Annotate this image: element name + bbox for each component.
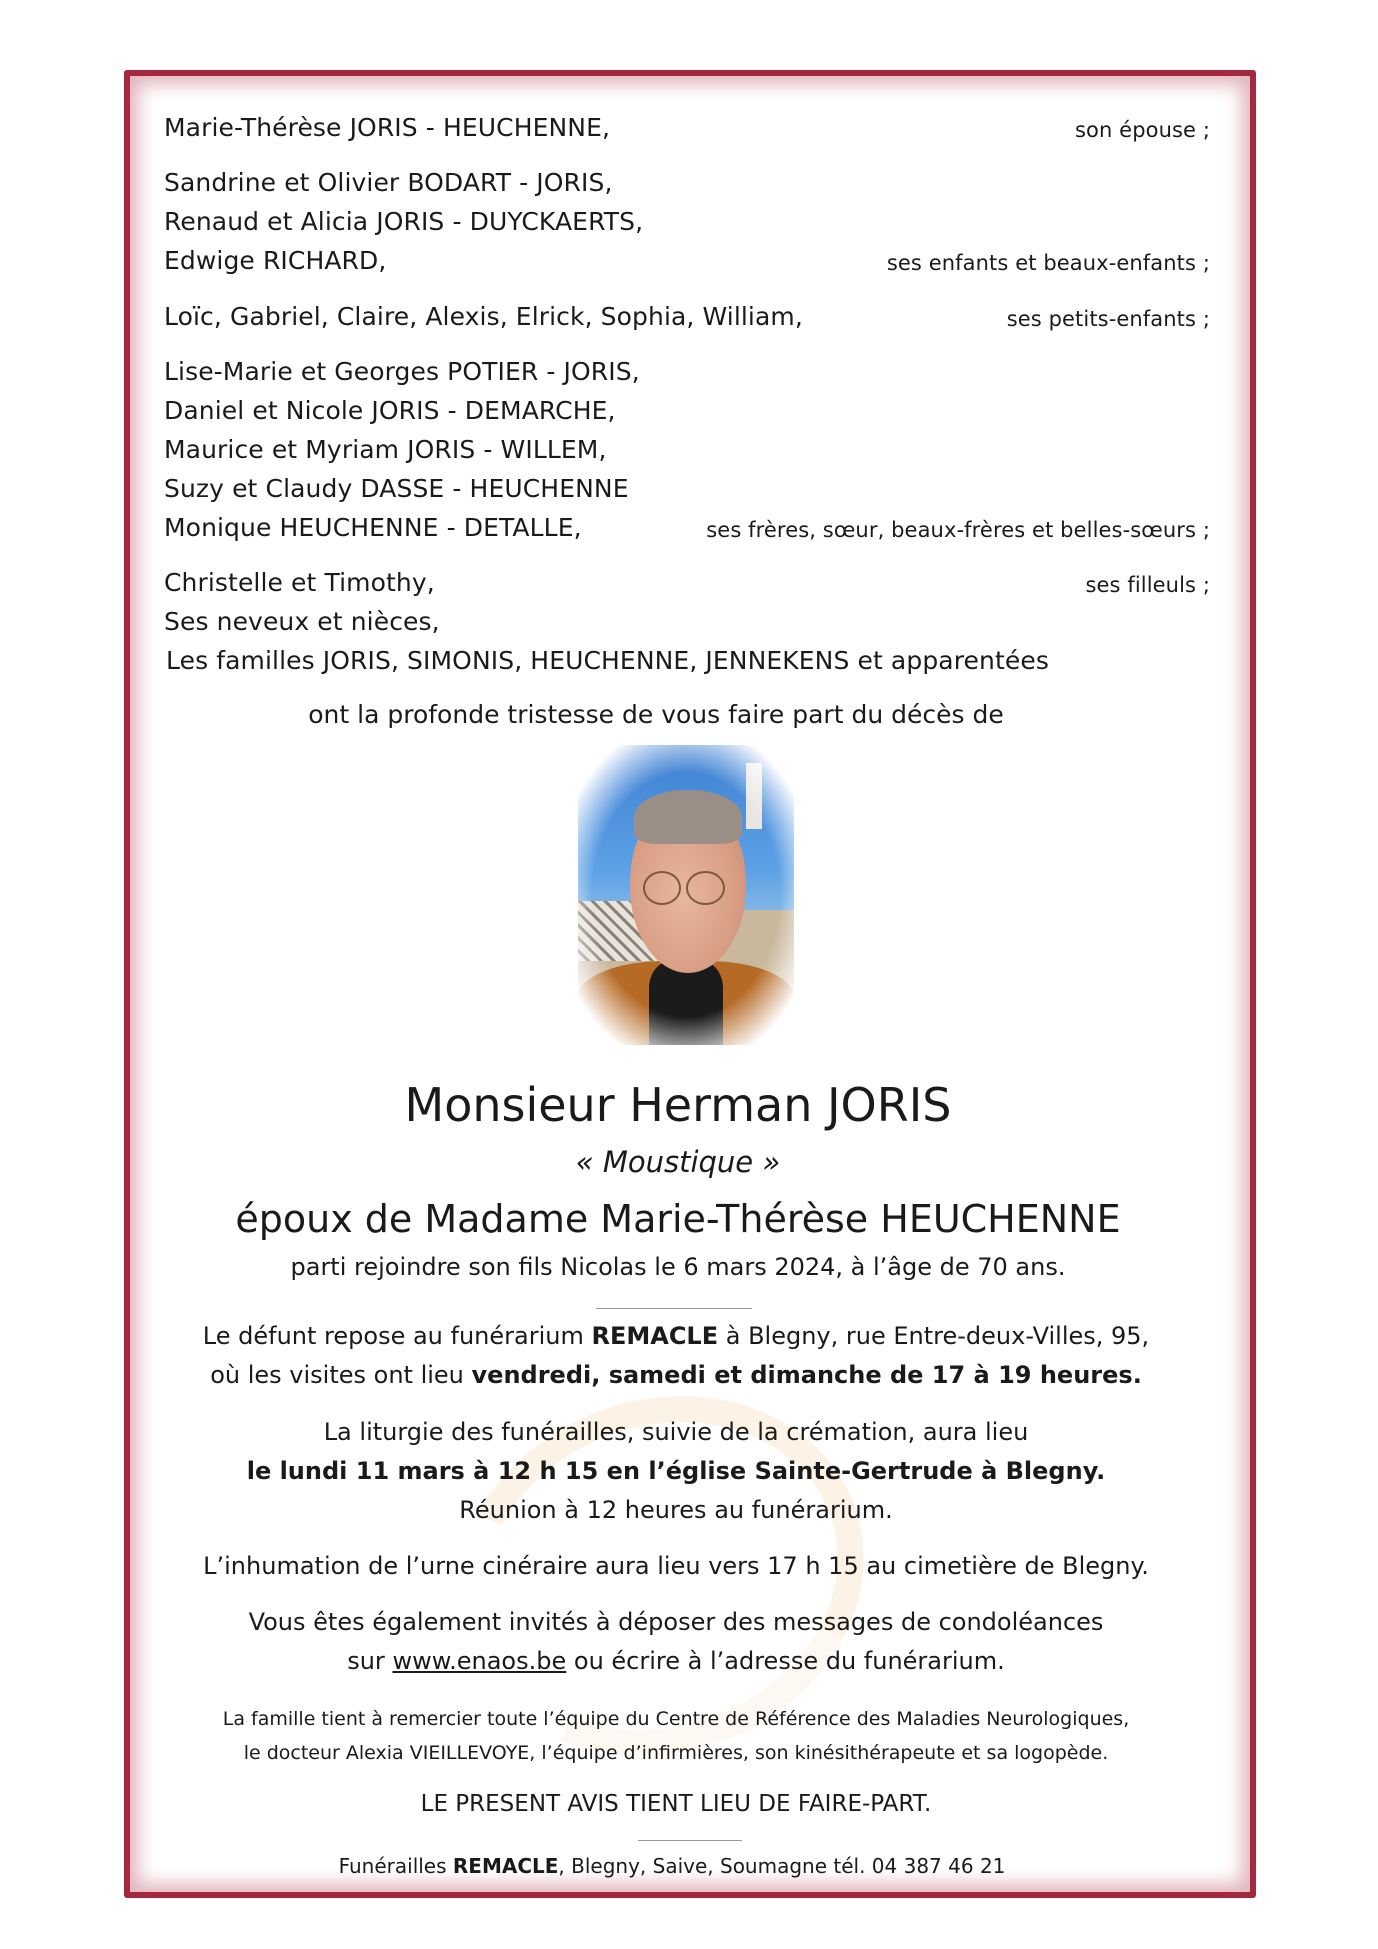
- divider: [596, 1308, 752, 1309]
- enaos-link[interactable]: www.enaos.be: [392, 1647, 567, 1675]
- family-row-families: [164, 643, 1216, 679]
- spouse-line: époux de Madame Marie-Thérèse HEUCHENNE: [235, 1197, 1121, 1241]
- family-row-siblings-4: [164, 471, 1216, 507]
- family-row-grandchildren: [164, 299, 1216, 335]
- family-row-siblings-3: [164, 432, 1216, 468]
- family-relation: ses filleuls ;: [1085, 573, 1210, 597]
- notice-line: LE PRESENT AVIS TIENT LIEU DE FAIRE-PART.: [420, 1791, 932, 1817]
- family-name: Suzy et Claudy DASSE - HEUCHENNE: [164, 474, 629, 503]
- family-name: Marie-Thérèse JORIS - HEUCHENNE,: [164, 113, 611, 142]
- family-row-children-1: [164, 165, 1216, 201]
- family-relation: son épouse ;: [1075, 118, 1210, 142]
- footer-line: Funérailles REMACLE, Blegny, Saive, Soumagne tél. 04 387 46 21: [338, 1854, 1006, 1878]
- family-name: Lise-Marie et Georges POTIER - JORIS,: [164, 357, 640, 386]
- family-name: Renaud et Alicia JORIS - DUYCKAERTS,: [164, 207, 644, 236]
- family-name: Edwige RICHARD,: [164, 246, 387, 275]
- family-name: Les familles JORIS, SIMONIS, HEUCHENNE, JENNEKENS et apparentées: [166, 646, 1049, 675]
- family-name: Christelle et Timothy,: [164, 568, 435, 597]
- family-row-godchildren: [164, 565, 1216, 601]
- family-name: Daniel et Nicole JORIS - DEMARCHE,: [164, 396, 616, 425]
- funeral-line-3: Réunion à 12 heures au funérarium.: [459, 1496, 893, 1524]
- family-row-nephews: [164, 604, 1216, 640]
- family-row-siblings-2: [164, 393, 1216, 429]
- thanks-line-2: le docteur Alexia VIEILLEVOYE, l’équipe d’infirmières, son kinésithérapeute et sa logopède.: [243, 1742, 1109, 1764]
- divider: [638, 1840, 742, 1841]
- condolences-line-2: sur www.enaos.be ou écrire à l’adresse du funérarium.: [347, 1647, 1005, 1675]
- deceased-name: Monsieur Herman JORIS: [404, 1078, 952, 1132]
- family-relation: ses enfants et beaux-enfants ;: [886, 251, 1210, 275]
- portrait-photo: [578, 745, 794, 1045]
- family-row-children-3: [164, 243, 1216, 279]
- visitation-line-2: où les visites ont lieu vendredi, samedi et dimanche de 17 à 19 heures.: [210, 1361, 1142, 1389]
- family-name: Maurice et Myriam JORIS - WILLEM,: [164, 435, 607, 464]
- family-name: Ses neveux et nièces,: [164, 607, 440, 636]
- announcement-text: ont la profonde tristesse de vous faire part du décès de: [308, 700, 1004, 729]
- thanks-line-1: La famille tient à remercier toute l’équipe du Centre de Référence des Maladies Neurologiques,: [222, 1708, 1130, 1730]
- family-name: Monique HEUCHENNE - DETALLE,: [164, 513, 582, 542]
- deceased-nickname: « Moustique »: [575, 1145, 781, 1179]
- funeral-line-2: le lundi 11 mars à 12 h 15 en l’église Sainte-Gertrude à Blegny.: [246, 1457, 1106, 1485]
- family-row-spouse: [164, 110, 1216, 146]
- family-relation: ses petits-enfants ;: [1006, 307, 1210, 331]
- condolences-line-1: Vous êtes également invités à déposer des messages de condoléances: [248, 1608, 1104, 1636]
- visitation-line-1: Le défunt repose au funérarium REMACLE à Blegny, rue Entre-deux-Villes, 95,: [202, 1322, 1150, 1350]
- funeral-line-1: La liturgie des funérailles, suivie de la crémation, aura lieu: [323, 1418, 1029, 1446]
- passing-line: parti rejoindre son fils Nicolas le 6 mars 2024, à l’âge de 70 ans.: [290, 1253, 1066, 1281]
- family-name: Sandrine et Olivier BODART - JORIS,: [164, 168, 613, 197]
- family-name: Loïc, Gabriel, Claire, Alexis, Elrick, Sophia, William,: [164, 302, 803, 331]
- family-relation: ses frères, sœur, beaux-frères et belles-sœurs ;: [706, 518, 1210, 542]
- family-row-children-2: [164, 204, 1216, 240]
- burial-line: L’inhumation de l’urne cinéraire aura lieu vers 17 h 15 au cimetière de Blegny.: [203, 1552, 1149, 1580]
- family-row-siblings-1: [164, 354, 1216, 390]
- family-row-siblings-5: [164, 510, 1216, 546]
